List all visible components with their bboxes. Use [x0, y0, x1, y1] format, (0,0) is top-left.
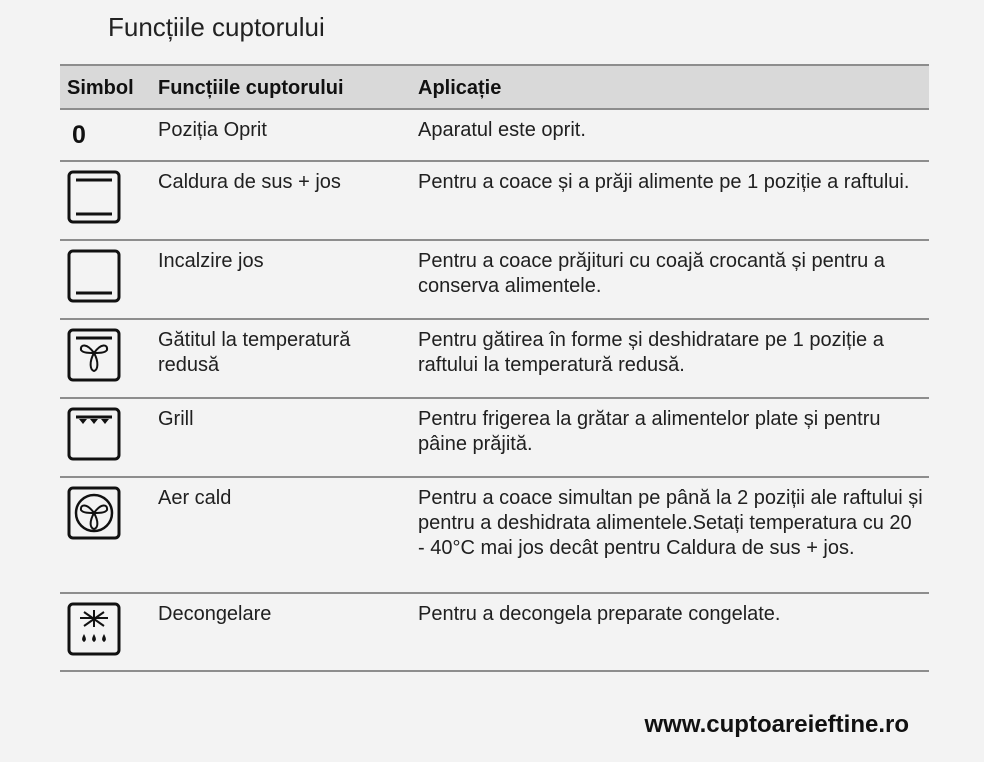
table-row	[60, 478, 929, 594]
function-name: Incalzire jos	[158, 250, 264, 272]
application-text: Pentru frigerea la grătar a alimentelor plate și pentru pâine prăjită.	[418, 408, 881, 455]
defrost-icon	[67, 602, 121, 656]
application-text: Pentru gătirea în forme și deshidratare pe 1 poziție a raftului la temperatură redusă.	[418, 329, 884, 376]
grill-icon	[67, 407, 121, 461]
website-url: www.cuptoareieftine.ro	[644, 711, 909, 738]
function-name: Aer cald	[158, 487, 232, 509]
off-symbol: 0	[72, 121, 86, 149]
table-row	[60, 399, 929, 478]
table-row	[60, 162, 929, 241]
table-row	[60, 241, 929, 320]
oven-functions-table	[60, 64, 929, 672]
page-title: Funcțiile cuptorului	[108, 12, 325, 42]
application-text: Aparatul este oprit.	[418, 119, 586, 141]
table-row	[60, 594, 929, 670]
header-function: Funcțiile cuptorului	[158, 77, 344, 99]
application-text: Pentru a coace și a prăji alimente pe 1 poziție a raftului.	[418, 171, 910, 193]
header-symbol: Simbol	[67, 77, 134, 99]
top-bottom-heat-icon	[67, 170, 121, 224]
function-name: Gătitul la temperatură redusă	[158, 329, 351, 376]
application-text: Pentru a coace prăjituri cu coajă crocantă și pentru a conserva alimentele.	[418, 250, 885, 297]
function-name: Poziția Oprit	[158, 119, 267, 141]
low-temperature-fan-icon	[67, 328, 121, 382]
function-name: Grill	[158, 408, 194, 430]
application-text: Pentru a decongela preparate congelate.	[418, 603, 781, 625]
table-row	[60, 320, 929, 399]
table-header	[60, 66, 929, 110]
table-row	[60, 110, 929, 162]
application-text: Pentru a coace simultan pe până la 2 poziții ale raftului și pentru a deshidrata alimentele.Setați temperatura cu 20 - 40°C mai jos decât pentru Caldura de sus + jos.	[418, 487, 923, 559]
function-name: Caldura de sus + jos	[158, 171, 341, 193]
hot-air-fan-icon	[67, 486, 121, 540]
header-application: Aplicație	[418, 77, 502, 99]
bottom-heat-icon	[67, 249, 121, 303]
function-name: Decongelare	[158, 603, 272, 625]
